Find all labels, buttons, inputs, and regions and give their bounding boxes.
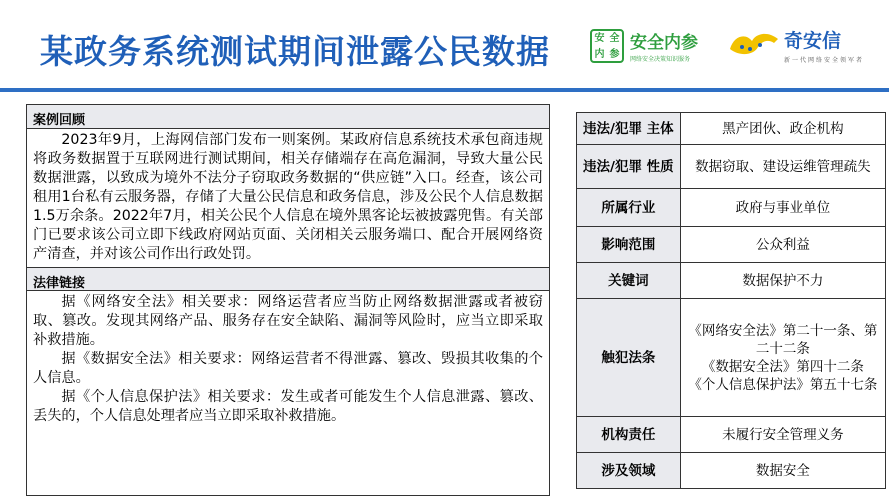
qianxin-logo	[728, 26, 864, 64]
table-row	[577, 417, 886, 453]
logo1-tagline: 网络安全决策知识服务	[630, 56, 691, 63]
table-row	[577, 299, 886, 417]
case-panel	[26, 104, 550, 496]
row-key: 机构责任	[577, 417, 681, 453]
row-value: 数据保护不力	[680, 263, 885, 299]
header-divider	[0, 88, 889, 92]
row-value: 《网络安全法》第二十一条、第二十二条 《数据安全法》第四十二条 《个人信息保护法》第五十七条	[680, 299, 885, 417]
row-key: 关键词	[577, 263, 681, 299]
row-value: 黑产团伙、政企机构	[680, 113, 885, 145]
case-body	[27, 129, 549, 267]
row-key: 涉及领域	[577, 453, 681, 489]
table-row	[577, 113, 886, 145]
brand-mark-icon	[728, 27, 780, 63]
table-row	[577, 453, 886, 489]
law-paragraph: 据《网络安全法》相关要求：网络运营者应当防止网络数据泄露或者被窃取、篡改。发现其网络产品、服务存在安全缺陷、漏洞等风险时，应当立即采取补救措施。	[33, 294, 543, 348]
row-key: 违法/犯罪 主体	[577, 113, 681, 145]
anquan-neican-logo	[590, 28, 698, 63]
law-body	[27, 291, 549, 429]
row-value: 政府与事业单位	[680, 189, 885, 227]
table-row	[577, 145, 886, 189]
logo2-tagline: 新一代网络安全领军者	[784, 57, 865, 64]
row-key: 所属行业	[577, 189, 681, 227]
case-paragraph: 2023年9月，上海网信部门发布一则案例。某政府信息系统技术承包商违规将政务数据置于互联网进行测试期间，相关存储端存在高危漏洞，导致大量公民数据泄露，以致成为境外不法分子窃取政务数据的“供应链”入口。经查，该公司租用1台私有云服务器，存储了大量公民信息和政务信息，涉及公民个人信息数据1.5万余条。2022年7月，相关公民个人信息在境外黑客论坛被披露兜售。有关部门已要求该公司立即下线政府网站页面、关闭相关云服务端口、配合开展网络资产清查，并对该公司作出行政处罚。	[33, 132, 543, 262]
row-value: 公众利益	[680, 227, 885, 263]
table-row	[577, 189, 886, 227]
case-heading: 案例回顾	[27, 105, 549, 129]
row-key: 影响范围	[577, 227, 681, 263]
table-row	[577, 227, 886, 263]
law-paragraph: 据《个人信息保护法》相关要求：发生或者可能发生个人信息泄露、篡改、丢失的，个人信息处理者应当立即采取补救措施。	[33, 389, 543, 424]
row-value: 数据安全	[680, 453, 885, 489]
logo2-name: 奇安信	[784, 30, 842, 52]
law-heading: 法律链接	[27, 267, 549, 291]
table-row	[577, 263, 886, 299]
law-paragraph: 据《数据安全法》相关要求：网络运营者不得泄露、篡改、毁损其收集的个人信息。	[33, 351, 543, 386]
case-attributes-table	[576, 112, 886, 489]
page-title: 某政务系统测试期间泄露公民数据	[40, 32, 550, 71]
logo1-name: 安全内参	[630, 33, 698, 53]
seal-icon: 安 全 内 参	[590, 29, 624, 63]
row-value: 未履行安全管理义务	[680, 417, 885, 453]
row-value: 数据窃取、建设运维管理疏失	[680, 145, 885, 189]
row-key: 违法/犯罪 性质	[577, 145, 681, 189]
row-key: 触犯法条	[577, 299, 681, 417]
